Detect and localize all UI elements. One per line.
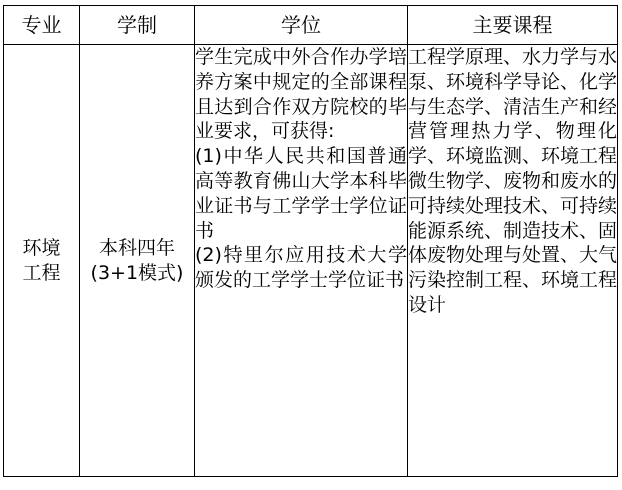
degree-intro: 学生完成中外合作办学培养方案中规定的全部课程且达到合作双方院校的毕业要求，可获得: bbox=[195, 46, 407, 143]
header-system: 学制 bbox=[80, 6, 195, 45]
system-duration: 本科四年 bbox=[98, 236, 175, 259]
cell-courses bbox=[408, 45, 618, 477]
major-name: 环境工程 bbox=[22, 236, 61, 284]
cell-system bbox=[80, 45, 195, 477]
courses-list: 工程学原理、水力学与水泵、环境科学导论、化学与生态学、清洁生产和经营管理热力学、物理化学、环境监测、环境工程微生物学、废物和废水的可持续处理技术、可持续能源系统、制造技术、固体废物处理与处置、大气污染控制工程、环境工程设计 bbox=[408, 46, 618, 316]
cell-major bbox=[4, 45, 80, 477]
header-row bbox=[4, 6, 618, 45]
header-degree: 学位 bbox=[195, 6, 408, 45]
degree-item-2: (2)特里尔应用技术大学颁发的工学学士学位证书 bbox=[195, 244, 407, 292]
degree-item-1: (1)中华人民共和国普通高等教育佛山大学本科毕业证书与工学学士学位证书 bbox=[195, 145, 407, 242]
cell-degree bbox=[195, 45, 408, 477]
program-table bbox=[3, 5, 618, 477]
header-major: 专业 bbox=[4, 6, 80, 45]
table-row bbox=[4, 45, 618, 477]
system-mode: (3+1模式) bbox=[90, 261, 184, 284]
header-courses: 主要课程 bbox=[408, 6, 618, 45]
